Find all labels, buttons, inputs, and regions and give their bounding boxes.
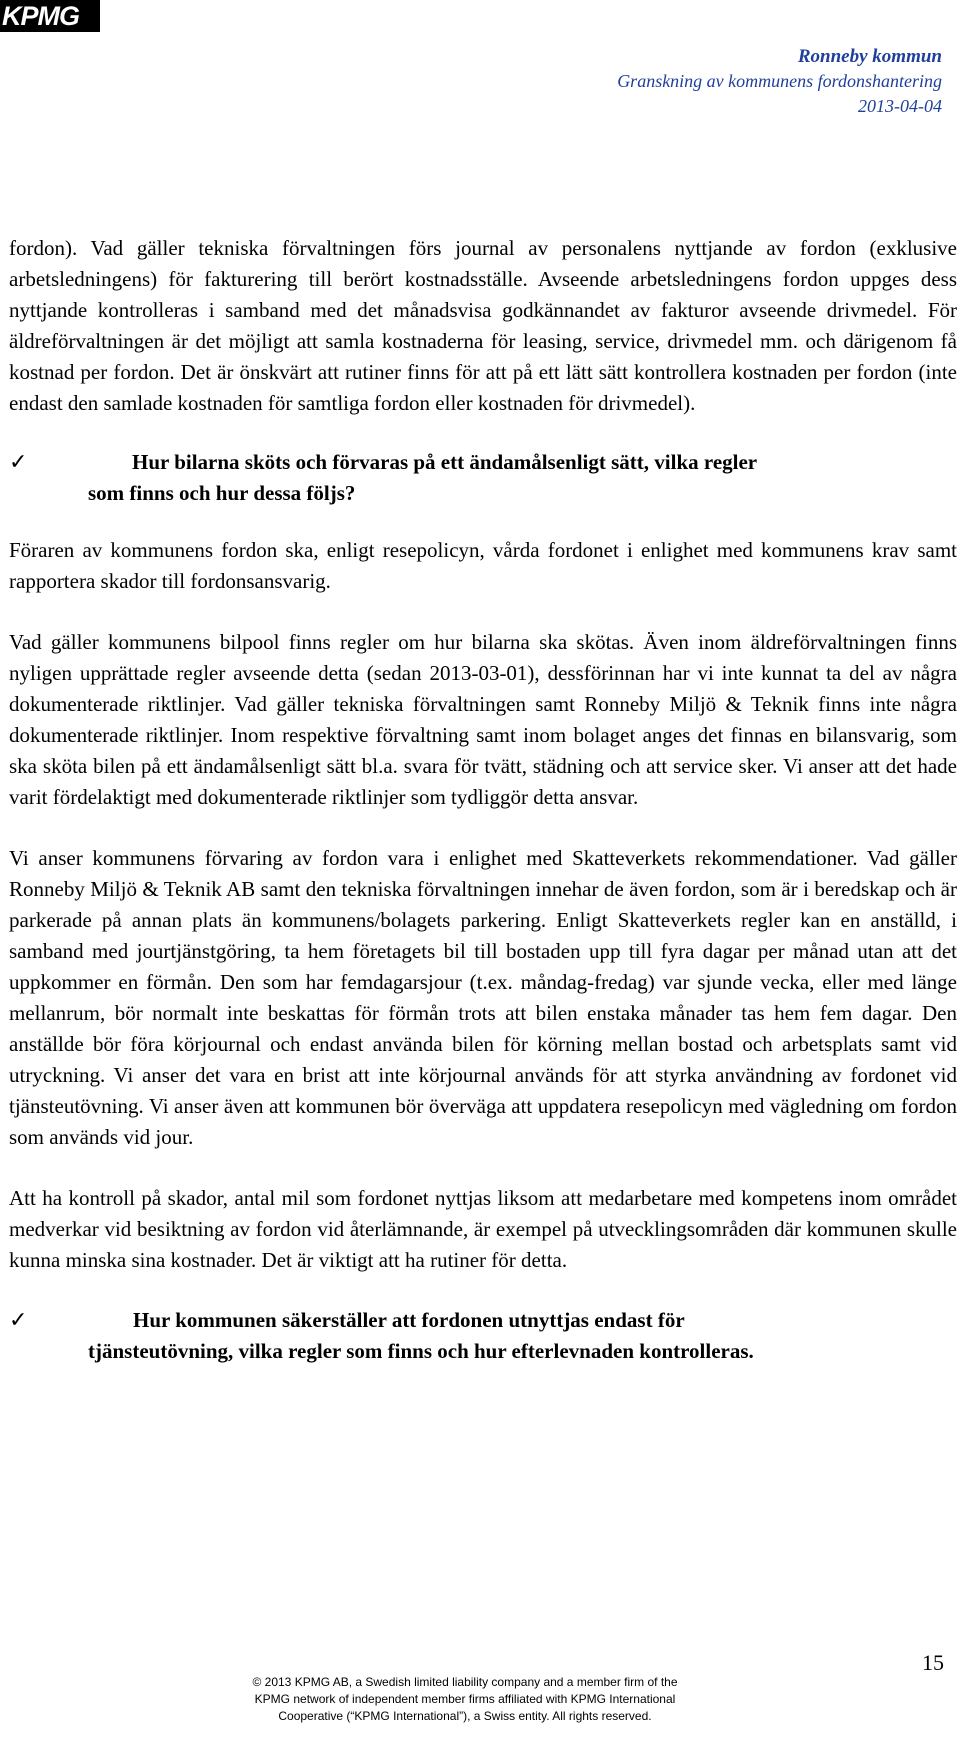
document-body: [9, 233, 957, 1367]
checkmark-icon: ✓: [9, 450, 28, 475]
header-subtitle: Granskning av kommunens fordonshantering: [617, 71, 942, 91]
page-header: [617, 44, 942, 119]
paragraph: Föraren av kommunens fordon ska, enligt resepolicyn, vårda fordonet i enlighet med kommunens krav samt rapportera skador till fordonsansvarig.: [9, 538, 957, 593]
header-organization: Ronneby kommun: [797, 46, 942, 67]
paragraph: fordon). Vad gäller tekniska förvaltningen förs journal av personalens nyttjande av fordon (exklusive arbetsledningens) för fakturering till berört kostnadsställe. Avseende arbetsledningens fordon uppges dess nyttjande kontrolleras i samband med det månadsvisa godkännandet av fakturor avseende drivmedel. För äldreförvaltningen är det möjligt att samla kostnaderna för leasing, service, drivmedel mm. och därigenom få kostnad per fordon. Det är önskvärt att rutiner finns för att på ett lätt sätt kontrollera kostnaden per fordon (inte endast den samlade kostnaden för samtliga fordon eller kostnaden för drivmedel).: [9, 236, 957, 415]
question-heading: ✓ Hur kommunen säkerställer att fordonen utnyttjas endast för tjänsteutövning, vilka regler som finns och hur efterlevnaden kontrolleras.: [9, 1305, 957, 1367]
page-number: 15: [922, 1650, 944, 1675]
kpmg-logo: KPMG: [0, 0, 100, 32]
header-date: 2013-04-04: [858, 96, 942, 116]
paragraph: Vi anser kommunens förvaring av fordon vara i enlighet med Skatteverkets rekommendationer. Vad gäller Ronneby Miljö & Teknik AB samt den tekniska förvaltningen innehar de även fordon, som är i beredskap och är parkerade på annan plats än kommunens/bolagets parkering. Enligt Skatteverkets regler kan en anställd, i samband med jourtjänstgöring, ta hem företagets bil till bostaden upp till fyra dagar per månad utan att det uppkommer en förmån. Den som har femdagarsjour (t.ex. måndag-fredag) var sjunde vecka, eller med länge mellanrum, bör normalt inte beskattas för förmån trots att bilen enstaka månader tas hem fem dagar. Den anställde bör föra körjournal och endast använda bilen för körning mellan bostad och arbetsplats samt vid utryckning. Vi anser det vara en brist att inte körjournal används för att styrka användning av fordonet vid tjänsteutövning. Vi anser även att kommunen bör överväga att uppdatera resepolicyn med vägledning om fordon som används vid jour.: [9, 846, 957, 1149]
question-heading: ✓ Hur bilarna sköts och förvaras på ett ändamålsenligt sätt, vilka regler som finns och hur dessa följs?: [9, 447, 957, 509]
checkmark-icon: ✓: [9, 1308, 28, 1333]
paragraph: Att ha kontroll på skador, antal mil som fordonet nyttjas liksom att medarbetare med kompetens inom området medverkar vid besiktning av fordon vid återlämnande, är exempel på utvecklingsområden där kommunen skulle kunna minska sina kostnader. Det är viktigt att ha rutiner för detta.: [9, 1186, 957, 1272]
paragraph: Vad gäller kommunens bilpool finns regler om hur bilarna ska skötas. Även inom äldreförvaltningen finns nyligen upprättade regler avseende detta (sedan 2013-03-01), dessförinnan har vi inte kunnat ta del av några dokumenterade riktlinjer. Vad gäller tekniska förvaltningen samt Ronneby Miljö & Teknik finns inte några dokumenterade riktlinjer. Inom respektive förvaltning samt inom bolaget anges det finnas en bilansvarig, som ska sköta bilen på ett ändamålsenligt sätt bl.a. svara för tvätt, städning och att service sker. Vi anser att det hade varit fördelaktigt med dokumenterade riktlinjer som tydliggör detta ansvar.: [9, 630, 957, 809]
copyright-footer: © 2013 KPMG AB, a Swedish limited liability company and a member firm of the KPMG network of independent member firms affiliated with KPMG International Cooperative (“KPMG International”), a Swiss entity. All rights reserved.: [252, 1675, 678, 1723]
